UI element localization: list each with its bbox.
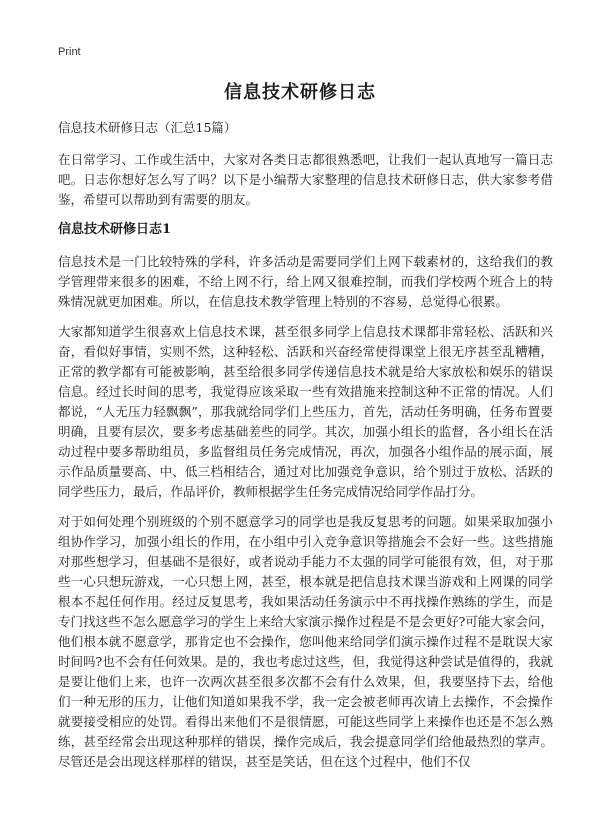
article-subtitle: 信息技术研修日志（汇总15篇）: [58, 120, 237, 135]
paragraph-2: 大家都知道学生很喜欢上信息技术课，甚至很多同学上信息技术课都非常轻松、活跃和兴奋，看似好事情，实则不然，这种轻松、活跃和兴奋经常使得课堂上很无序甚至乱糟糟，正常的教学都有可能被影响，甚至给很多同学传递信息技术就是给大家放松和娱乐的错误信息。经过长时间的思考，我觉得应该采取一些有效措施来控制这种不正常的情况。人们都说，“人无压力轻飘飘”，那我就给同学们上些压力，首先，活动任务明确，任务布置要明确，且要有层次，要多考虑基础差些的同学。其次，加强小组长的监督，各小组长在活动过程中要多帮助组员，多监督组员任务完成情况，再次，加强各小组作品的展示面，展示作品质量要高、中、低三档相结合，通过对比加强竞争意识，给个别过于放松、活跃的同学些压力，最后，作品评价，教师根据学生任务完成情况给同学作品打分。: [58, 324, 553, 499]
page-title: 信息技术研修日志: [224, 82, 376, 103]
print-link[interactable]: Print: [58, 46, 81, 58]
paragraph-3: 对于如何处理个别班级的个别不愿意学习的同学也是我反复思考的问题。如果采取加强小组协作学习，加强小组长的作用，在小组中引入竞争意识等措施会不会好一些。这些措施对那些想学习，但基础不是很好，或者说动手能力不太强的同学可能很有效，但，对于那些一心只想玩游戏，一心只想上网，甚至，根本就是把信息技术课当游戏和上网课的同学根本不起任何作用。经过反复思考，我如果活动任务演示中不再找操作熟练的学生，而是专门找这些不怎么愿意学习的学生上来给大家演示操作过程是不是会更好?可能大家会问，他们根本就不愿意学，那肯定也不会操作，您叫他来给同学们演示操作过程不是耽误大家时间吗?也不会有任何效果。是的，我也考虑过这些，但，我觉得这种尝试是值得的，我就是要让他们上来，也许一次两次甚至很多次都不会有什么效果，但，我要坚持下去，给他们一种无形的压力，让他们知道如果我不学，我一定会被老师再次请上去操作，不会操作就要接受相应的处罚。看得出来他们不是很情愿，可能这些同学上来操作也还是不怎么熟练，甚至经常会出现这种那样的错误，操作完成后，我会提意同学们给他最热烈的掌声。尽管还是会出现这样那样的错误，甚至是笑话，但在这个过程中，他们不仅: [58, 514, 553, 769]
paragraph-1: 信息技术是一门比较特殊的学科，许多活动是需要同学们上网下载素材的，这给我们的教学管理带来很多的困难，不给上网不行，给上网又很难控制，而我们学校两个班合上的特殊情况就更加困难。所以，在信息技术教学管理上特别的不容易，总觉得心很累。: [58, 254, 553, 309]
section-heading: 信息技术研修日志1: [58, 222, 172, 237]
article-body: [58, 118, 553, 782]
intro-paragraph: 在日常学习、工作或生活中，大家对各类日志都很熟悉吧，让我们一起认真地写一篇日志吧。日志你想好怎么写了吗？以下是小编帮大家整理的信息技术研修日志，供大家参考借鉴，希望可以帮助到有需要的朋友。: [58, 152, 553, 207]
